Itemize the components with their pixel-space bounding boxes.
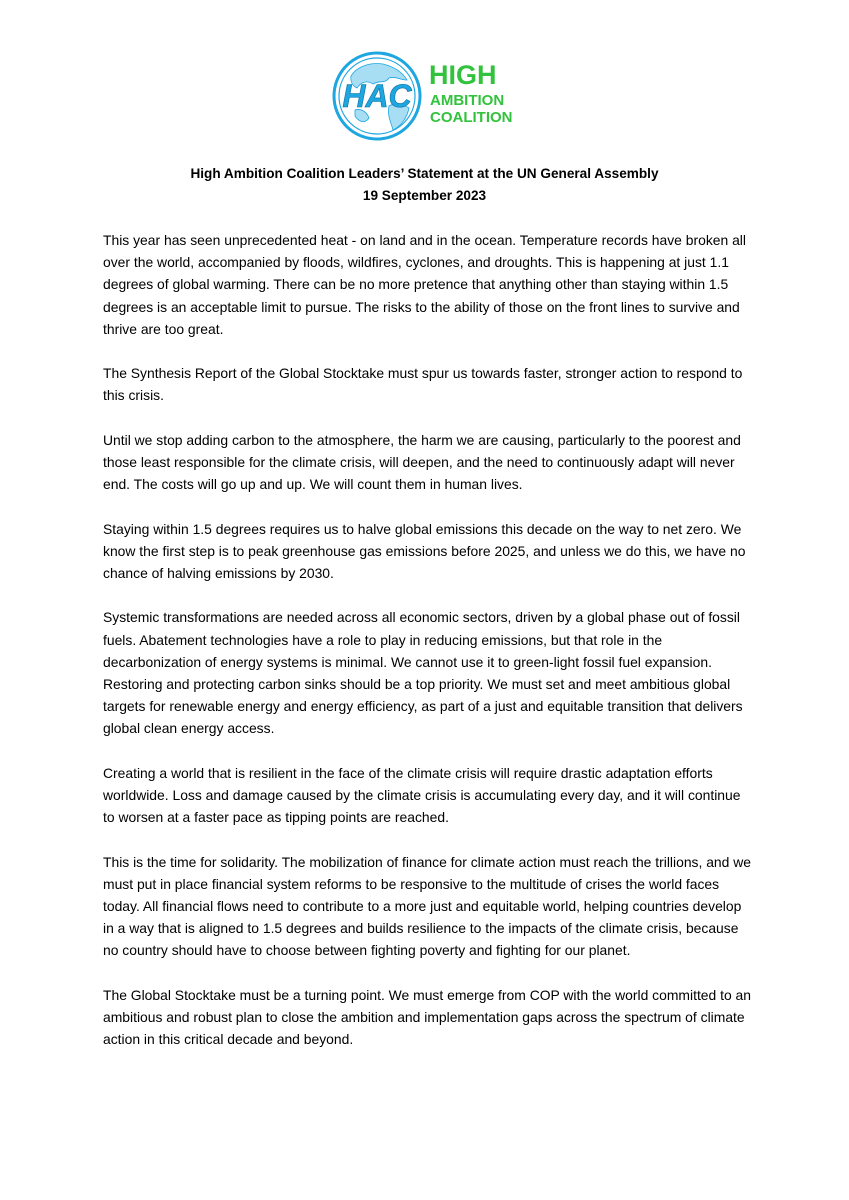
logo-word-coalition: COALITION bbox=[430, 109, 513, 126]
paragraph: This year has seen unprecedented heat - on land and in the ocean. Temperature records have broken all over the world, accompanied by floods, wildfires, cyclones, and droughts. This is happening at just 1.1 degrees of global warming. There can be no more pretence that anything other than staying within 1.5 degrees is an acceptable limit to pursue. The risks to the ability of those on the front lines to survive and thrive are too great. bbox=[103, 232, 746, 337]
logo-word-ambition: AMBITION bbox=[430, 92, 505, 109]
paragraph: The Global Stocktake must be a turning point. We must emerge from COP with the world committed to an ambitious and robust plan to close the ambition and implementation gaps across the spectrum of climate action in this critical decade and beyond. bbox=[103, 986, 752, 1048]
statement-header bbox=[0, 163, 849, 207]
paragraph: This is the time for solidarity. The mobilization of finance for climate action must reach the trillions, and we must put in place financial system reforms to be responsive to the multitude of crises the world faces today. All financial flows need to contribute to a more just and equitable world, helping countries develop in a way that is aligned to 1.5 degrees and builds resilience to the impacts of the climate crisis, because no country should have to choose between fighting poverty and fighting for our planet. bbox=[103, 853, 751, 959]
paragraph: Creating a world that is resilient in the face of the climate crisis will require drastic adaptation efforts worldwide. Loss and damage caused by the climate crisis is accumulating every day, and it will continue to worsen at a faster pace as tipping points are reached. bbox=[103, 764, 741, 826]
hac-logo bbox=[331, 50, 521, 142]
hac-mark-text: HAC bbox=[342, 78, 412, 114]
paragraph: Systemic transformations are needed across all economic sectors, driven by a global phase out of fossil fuels. Abatement technologies have a role to play in reducing emissions, but that role in the decarbonization of energy systems is minimal. We cannot use it to green-light fossil fuel expansion. Restoring and protecting carbon sinks should be a top priority. We must set and meet ambitious global targets for renewable energy and energy efficiency, as part of a just and equitable transition that delivers global clean energy access. bbox=[103, 609, 743, 737]
paragraph: The Synthesis Report of the Global Stocktake must spur us towards faster, stronger action to respond to this crisis. bbox=[103, 365, 743, 404]
paragraph: Until we stop adding carbon to the atmosphere, the harm we are causing, particularly to the poorest and those least responsible for the climate crisis, will deepen, and the need to continuously adapt will never end. The costs will go up and up. We will count them in human lives. bbox=[103, 431, 741, 493]
hac-logo-graphic bbox=[331, 50, 521, 142]
statement-body bbox=[103, 229, 753, 1073]
logo-word-high: HIGH bbox=[429, 60, 497, 90]
statement-title: High Ambition Coalition Leaders’ Statement at the UN General Assembly bbox=[190, 166, 659, 181]
paragraph: Staying within 1.5 degrees requires us to halve global emissions this decade on the way to net zero. We know the first step is to peak greenhouse gas emissions before 2025, and unless we do this, we have no chance of halving emissions by 2030. bbox=[103, 520, 746, 581]
statement-date: 19 September 2023 bbox=[362, 188, 487, 203]
